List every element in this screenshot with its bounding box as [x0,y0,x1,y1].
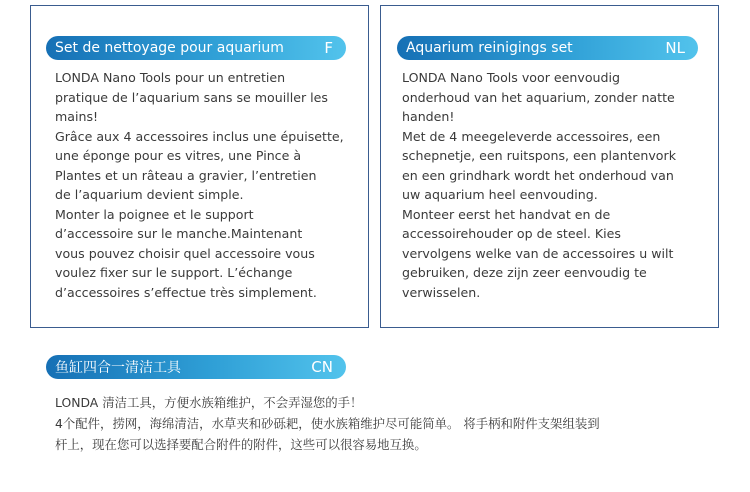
dutch-description-line: schepnetje, een ruitspons, een plantenvork [402,148,676,163]
chinese-description-line: LONDA 清洁工具，方便水族箱维护，不会弄湿您的手！ [55,395,363,410]
dutch-description-line: handen! [402,109,455,124]
french-language-code: F [324,39,333,57]
french-description-line: Grâce aux 4 accessoires inclus une épuisette, [55,128,344,144]
dutch-section-title: Aquarium reinigings set [406,40,573,56]
french-description-line: pratique de l’aquarium sans se mouiller les [55,89,328,105]
chinese-description-line: 4个配件，捞网，海绵清洁，水草夹和砂砾耙，使水族箱维护尽可能简单。 将手柄和附件支架组装到 [55,416,600,431]
dutch-description-line: en een grindhark wordt het onderhoud van [402,167,674,183]
french-description-line: LONDA Nano Tools pour un entretien [55,70,286,85]
dutch-description-line: accessoirehouder op de steel. Kies [402,226,621,241]
french-section-header [46,36,346,60]
french-description [55,68,344,302]
french-description-line: Plantes et un râteau a gravier, l’entretien [55,167,317,183]
chinese-section-header [46,355,346,379]
chinese-language-code: CN [311,358,333,376]
french-description-line: mains! [55,109,99,124]
chinese-section-title: 鱼缸四合一清洁工具 [55,360,181,376]
dutch-description-line: Met de 4 meegeleverde accessoires, een [402,128,661,144]
dutch-description-line: onderhoud van het aquarium, zonder natte [402,89,675,105]
dutch-description-line: gebruiken, deze zijn zeer eenvoudig te [402,265,647,280]
dutch-description-line: LONDA Nano Tools voor eenvoudig [402,70,620,85]
french-description-line: une éponge pour es vitres, une Pince à [55,148,302,163]
dutch-section-header [397,36,698,60]
french-section-title: Set de nettoyage pour aquarium [55,40,284,56]
dutch-language-code: NL [665,39,685,57]
dutch-description-line: Monteer eerst het handvat en de [402,206,611,222]
dutch-description-line: vervolgens welke van de accessoires u wilt [402,245,674,261]
french-description-line: d’accessoire sur le manche.Maintenant [55,226,303,241]
dutch-description-line: uw aquarium heel eenvouding. [402,187,598,202]
dutch-description-line: verwisselen. [402,284,481,300]
french-description-line: Monter la poignee et le support [55,206,254,222]
chinese-description-line: 杆上，现在您可以选择要配合附件的附件，这些可以很容易地互换。 [55,437,427,452]
french-description-line: voulez fixer sur le support. L’échange [55,265,293,280]
dutch-description [402,68,676,302]
french-description-line: vous pouvez choisir quel accessoire vous [55,245,315,261]
french-description-line: de l’aquarium devient simple. [55,187,244,202]
chinese-description [55,392,600,455]
french-description-line: d’accessoires s’effectue très simplement. [55,284,317,300]
